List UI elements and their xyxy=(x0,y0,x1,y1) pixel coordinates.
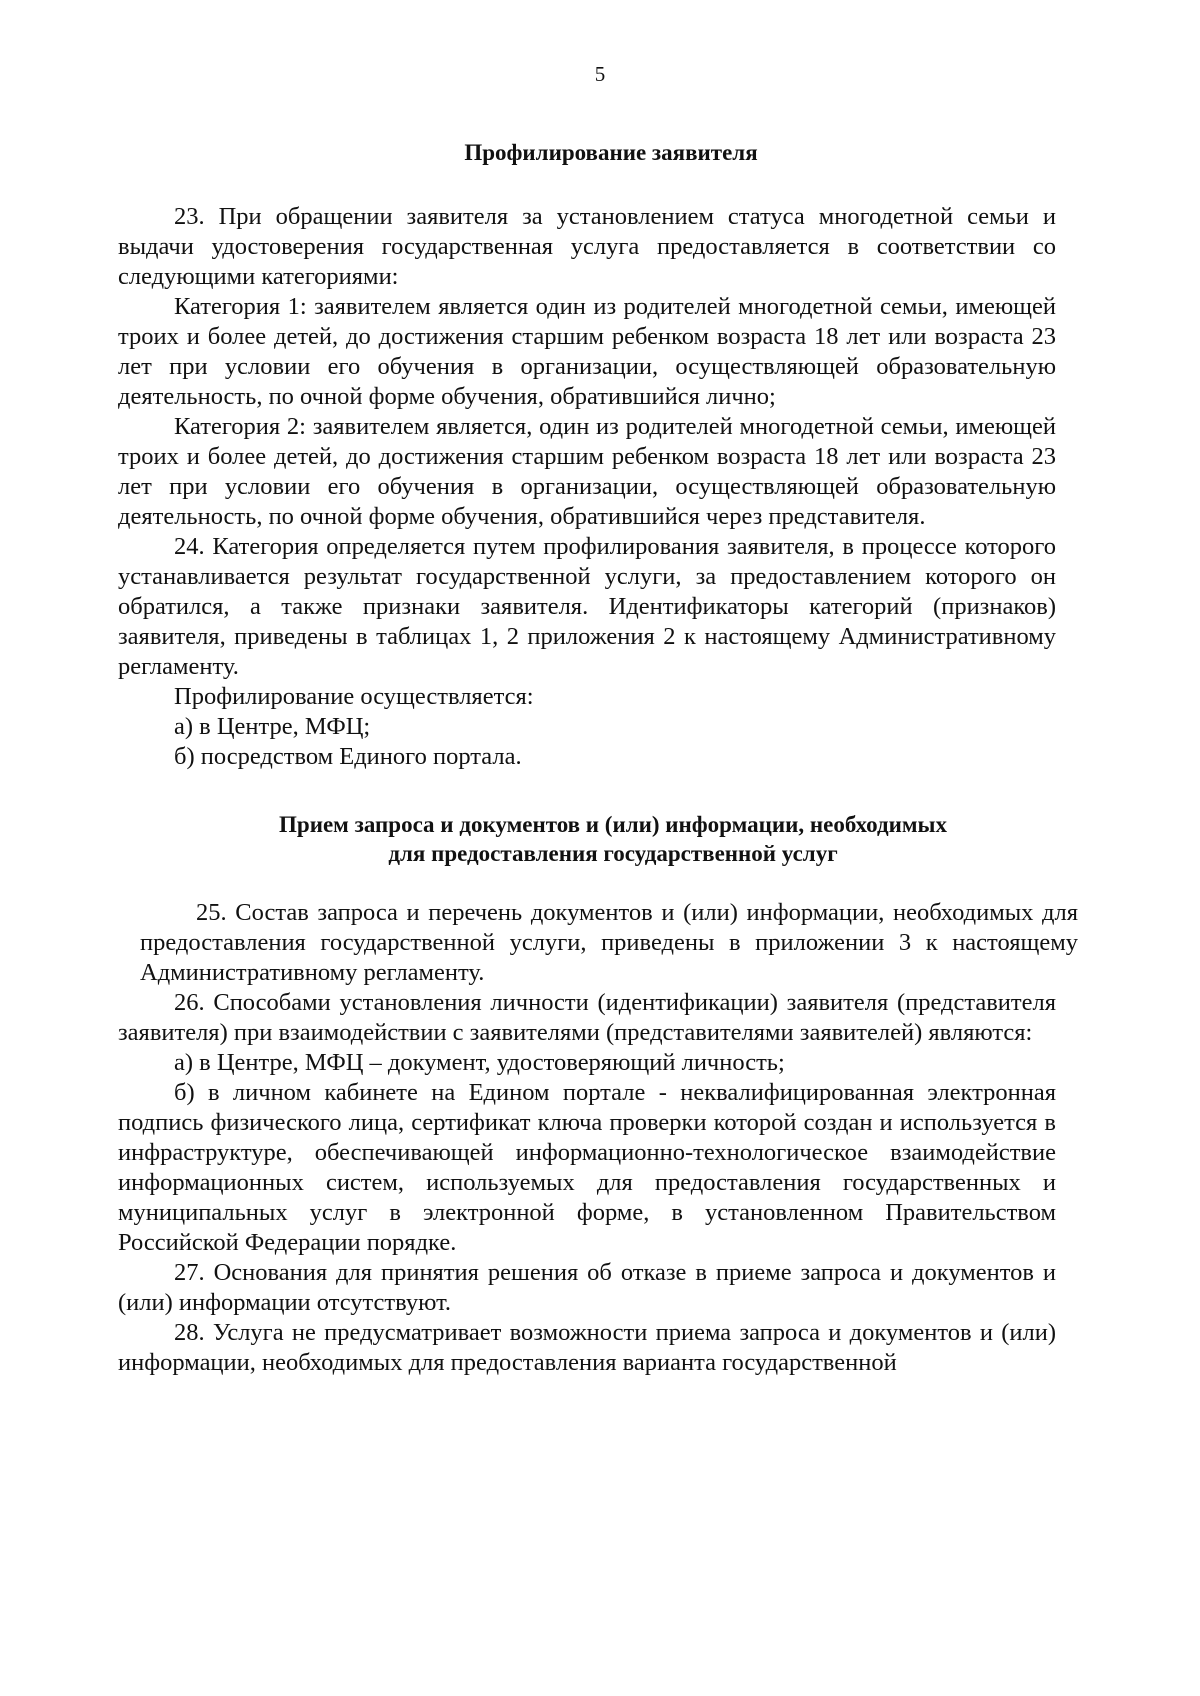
paragraph-28: 28. Услуга не предусматривает возможности приема запроса и документов и (или) информации, необходимых для предоставления варианта государственной xyxy=(118,1319,1056,1376)
paragraph-26: 26. Способами установления личности (идентификации) заявителя (представителя заявителя) при взаимодействии с заявителями (представителями заявителей) являются: xyxy=(118,989,1056,1046)
section-heading-request-line2: для предоставления государственной услуг xyxy=(388,841,838,866)
page-number: 5 xyxy=(594,62,606,86)
paragraph-category-2: Категория 2: заявителем является, один из родителей многодетной семьи, имеющей троих и более детей, до достижения старшим ребенком возраста 18 лет или возраста 23 лет при условии его обучения в организации, осуществляющей образовательную деятельность, по очной форме обучения, обратившийся через представителя. xyxy=(118,413,1056,530)
list-item-b: б) посредством Единого портала. xyxy=(174,743,522,770)
paragraph-25: 25. Состав запроса и перечень документов и (или) информации, необходимых для предоставления государственной услуги, приведены в приложении 3 к настоящему Административному регламенту. xyxy=(140,899,1078,986)
paragraph-profiling-intro: Профилирование осуществляется: xyxy=(174,683,534,710)
section-profiling xyxy=(118,202,1056,772)
section-request xyxy=(118,898,1078,1378)
paragraph-category-1: Категория 1: заявителем является один из родителей многодетной семьи, имеющей троих и более детей, до достижения старшим ребенком возраста 18 лет или возраста 23 лет при условии его обучения в организации, осуществляющей образовательную деятельность, по очной форме обучения, обратившийся лично; xyxy=(118,293,1056,410)
list-item-a: а) в Центре, МФЦ; xyxy=(174,713,371,740)
list-item-b-signature: б) в личном кабинете на Едином портале - неквалифицированная электронная подпись физического лица, сертификат ключа проверки которой создан и используется в инфраструктуре, обеспечивающей информационно-технологическое взаимодействие информационных систем, используемых для предоставления государственных и муниципальных услуг в электронной форме, в установленном Правительством Российской Федерации порядке. xyxy=(118,1079,1056,1256)
paragraph-24: 24. Категория определяется путем профилирования заявителя, в процессе которого устанавливается результат государственной услуги, за предоставлением которого он обратился, а также признаки заявителя. Идентификаторы категорий (признаков) заявителя, приведены в таблицах 1, 2 приложения 2 к настоящему Административному регламенту. xyxy=(118,533,1056,680)
paragraph-27: 27. Основания для принятия решения об отказе в приеме запроса и документов и (или) информации отсутствуют. xyxy=(118,1259,1056,1316)
section-heading-request-line1: Прием запроса и документов и (или) информации, необходимых xyxy=(279,812,947,837)
document-body xyxy=(118,138,1078,1378)
section-heading-profiling: Профилирование заявителя xyxy=(464,140,758,165)
list-item-a-identity: а) в Центре, МФЦ – документ, удостоверяющий личность; xyxy=(174,1049,785,1076)
paragraph-23: 23. При обращении заявителя за установлением статуса многодетной семьи и выдачи удостоверения государственная услуга предоставляется в соответствии со следующими категориями: xyxy=(118,203,1056,290)
section-heading-request xyxy=(144,810,1082,868)
